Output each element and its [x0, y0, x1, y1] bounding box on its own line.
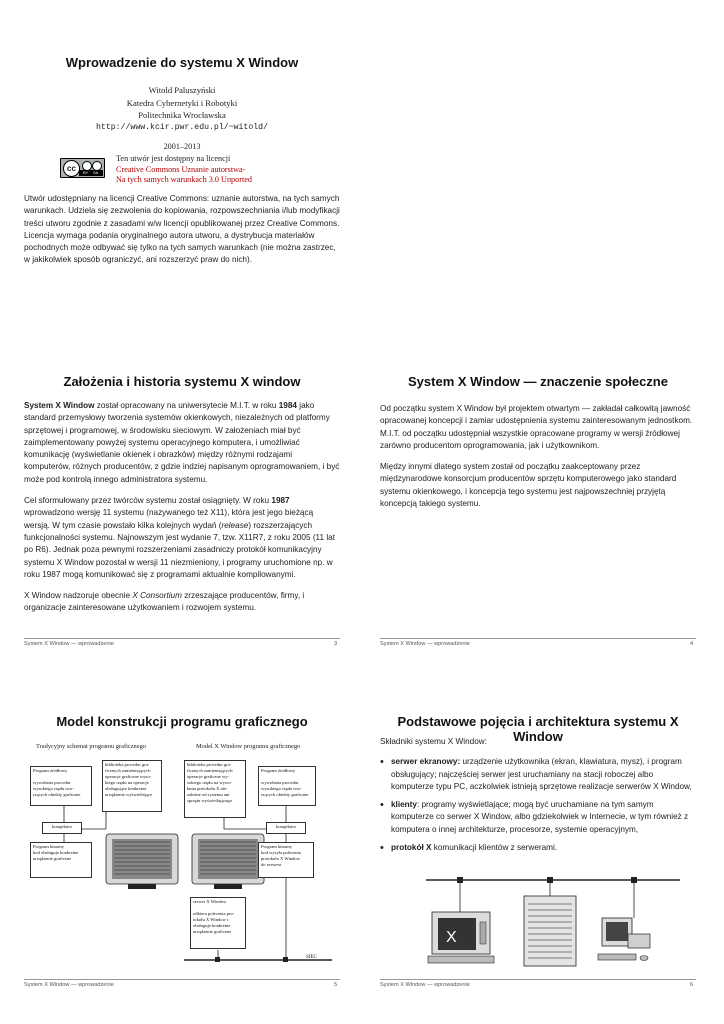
cc-logo-icon: cc: [63, 160, 80, 177]
list-item-server: [380, 756, 696, 793]
p3-text-a: X Window nadzoruje obecnie: [24, 591, 133, 601]
p1-text-a: został opracowany na uniwersytecie M.I.T. w roku: [94, 401, 279, 410]
list-item-clients: [380, 799, 696, 836]
year-1984: 1984: [278, 401, 297, 410]
clients-desc: : programy wyświetlające; mogą być uruchamiane na tym samym komputerze co serwer X Window, albo gdziekolwiek w Internecie, w tym również z komputera o innej architekturze, procesorze, systemie operacyjnym,: [391, 800, 689, 834]
slide6-page-number: 6: [690, 982, 694, 988]
crt-monitor-icon-left: [106, 834, 178, 889]
p2-text-a: Cel sformułowany przez twórców systemu został osiągnięty. W roku: [24, 496, 272, 506]
x-screen-glyph: X: [446, 929, 457, 946]
slide5-page-number: 5: [334, 982, 338, 988]
bus-node-3: [631, 877, 637, 883]
cc-sa-text: SA: [93, 170, 99, 175]
left-compiler-box: kompilator: [42, 822, 82, 834]
slide4-paragraph-2: Między innymi dlatego system został od początku zaakceptowany przez międzynarodowe konsorcjum producentów sprzętu komputerowego jako standard systemu okienkowego, i koncepcja tego systemu jest najpowszechniej przyjętą koncepcją takiego systemu.: [380, 462, 677, 509]
components-list: [380, 756, 696, 854]
server-desc: urządzenie użytkownika (ekran, klawiatura, mysz), i program obsługujący; najczęściej serwer jest uruchamiany na stacji roboczej albo komputerze typu PC, aczkolwiek istnieją sprzętowe realizacje serwerów X Window,: [391, 757, 692, 791]
license-link-2[interactable]: Na tych samych warunkach 3.0 Unported: [116, 175, 252, 184]
license-text: [116, 154, 252, 186]
release-italic: release: [221, 520, 249, 530]
p1-text-b: jako standard przemysłowy tworzenia systemów okienkowych, niezależnych od platformy sprzętowej i programowej, w środowisku sieciowym. W założeniach miał być zaimplementowany powyżej systemu operacyjnego komputera, i umożliwiać komunikację (wyświetlanie okienek i obrazków) między różnymi rodzajami komputerów, różnych producentów, z gdzie indziej napisanym oprogramowaniem, i być może pod kontrolą innego administratora systemu.: [24, 401, 340, 484]
slide3-body: [24, 400, 340, 624]
license-link-1[interactable]: Creative Commons Uznanie autorstwa-: [116, 164, 246, 174]
university: Politechnika Wrocławska: [138, 110, 226, 120]
right-library-box: biblioteka procedur gra- ficznych zamieniających operacje graficzne wy- sokiego rzędu na wywo- łania protokołu X nie- zależne od systemu ani sprzętu wyświetlającego: [184, 760, 246, 818]
slide5-title: Model konstrukcji programu graficznego: [56, 714, 308, 729]
slide3-page-number: 3: [334, 641, 338, 647]
slide3-paragraph-1: [24, 400, 340, 486]
xwindow-caption: Model X Window programu graficznego: [196, 743, 301, 750]
slide1-title: Wprowadzenie do systemu X Window: [65, 55, 299, 70]
x-terminal-icon: [428, 912, 494, 963]
right-binary-box: Program binarny kod wysyła polecenia protokołu X Window do serwera: [258, 842, 314, 878]
slide4-title: System X Window — znaczenie społeczne: [408, 374, 668, 389]
architecture-diagram: [380, 872, 696, 968]
bus-node-1: [457, 877, 463, 883]
year-1987: 1987: [271, 496, 290, 506]
slide5-footer-rule: [24, 979, 340, 980]
cc-by-text: BY: [83, 170, 89, 175]
left-library-box: biblioteka procedur gra- ficznych zamieniających operacje graficzne wyso- kiego rzędu na operacje obsługujące konkretne urządzenie wyświetlające: [102, 760, 162, 812]
right-source-box: Program źródłowy wywołania procedur wysokiego rzędu two- rzących obiekty graficzne: [258, 766, 316, 806]
slide6-body: [380, 736, 696, 860]
system-x-window-bold: System X Window: [24, 401, 95, 410]
right-compiler-box: kompilator: [266, 822, 306, 834]
slide3-footer-rule: [24, 638, 340, 639]
slide4-footer: System X Window — wprowadzenie: [380, 641, 470, 647]
slide6-title: Podstawowe pojęcia i architektura systemu X Window: [397, 714, 679, 744]
left-binary-box: Program binarny kod obsługuje konkretne urządzenie graficzne: [30, 842, 92, 878]
left-source-box: Program źródłowy wywołania procedur wysokiego rzędu two- rzących obiekty graficzne: [30, 766, 92, 806]
cc-badge-icon: [60, 158, 105, 178]
p2-text-c: ) rozszerzających funkcjonalności systemu. Najnowszym jest wydanie 7, tzw. X11R7, z roku 2005 (11 lat po R6). Jednak poza pewnymi rozszerzeniami zasadniczy protokół komunikacyjny systemu X Window pozostał w wersji 11 niezmieniony, i programy uruchomione np. w roku 1987 mogą komunikować się z programami aktualnie kompilowanymi.: [24, 520, 335, 579]
slide4-body: [380, 403, 696, 519]
slide5-footer: System X Window — wprowadzenie: [24, 982, 114, 988]
p2-text-b: wprowadzono wersję 11 systemu (nazywanego też X11), która jest jego bieżącą wersją. W tym czasie powstało kilka kolejnych wydań (: [24, 508, 314, 530]
years: 2001–2013: [163, 142, 201, 151]
server-term: serwer ekranowy:: [391, 757, 461, 767]
net-node-client: [283, 957, 288, 962]
author-name: Witold Paluszyński: [148, 85, 216, 95]
slide4-paragraph-1: Od początku system X Window był projektem otwartym — zakładał całkowitą jawność opracowanej koncepcji i zamiar udostępnienia systemu zainteresowanym jednostkom. M.I.T. od początku udostępniał wszystkie opracowane programy w wersji źródłowej zarówno producentom oprogramowania, jak i użytkownikom.: [380, 404, 693, 450]
license-body: Utwór udostępniany na licencji Creative Commons: uznanie autorstwa, na tych samych warunkach. Udziela się zezwolenia do kopiowania, rozpowszechniania i/lub modyfikacji treści utworu zgodnie z zasadami w/w licencji opublikowanej przez Creative Commons. Licencja wymaga podania oryginalnego autora utworu, a dystrybucja materiałów pochodnych może odbywać się tylko na tych samych warunkach (nie można zastrzec, w jakikolwiek sposób ograniczyć, ani rozszerzyć praw do nich).: [24, 194, 340, 265]
network-label: SIEC: [306, 955, 317, 960]
x-consortium-italic: X Consortium: [132, 591, 182, 601]
slide6-footer: System X Window — wprowadzenie: [380, 982, 470, 988]
slide4-footer-rule: [380, 638, 696, 639]
slide3-paragraph-2: [24, 495, 340, 581]
protocol-desc: komunikacji klientów z serwerami.: [431, 843, 558, 853]
department: Katedra Cybernetyki i Robotyki: [126, 97, 238, 108]
slide3-footer: System X Window — wprowadzenie: [24, 641, 114, 647]
protocol-term: protokół X: [391, 843, 432, 853]
server-tower-icon: [524, 896, 576, 966]
license-line-1: Ten utwór jest dostępny na licencji: [116, 154, 231, 163]
slide3-title: Założenia i historia systemu X window: [63, 374, 301, 389]
author-url[interactable]: http://www.kcir.pwr.edu.pl/~witold/: [96, 122, 268, 132]
list-item-protocol: [380, 842, 696, 854]
p3-text-b: zrzeszające producentów, firmy, i organizacje zainteresowane użytkowaniem i rozwojem systemu.: [24, 591, 305, 613]
crt-monitor-icon-right: [192, 834, 264, 889]
workstation-icon: [598, 918, 650, 961]
slide4-page-number: 4: [690, 641, 694, 647]
net-node-server: [215, 957, 220, 962]
slide3-paragraph-3: [24, 590, 340, 615]
author-block: [24, 84, 340, 134]
bus-node-2: [547, 877, 553, 883]
clients-term: klienty: [391, 800, 417, 810]
slide6-intro: Składniki systemu X Window:: [380, 737, 487, 746]
traditional-caption: Tradycyjny schemat programu graficznego: [36, 743, 146, 750]
xserver-box: serwer X Window odbiera polecenia pro- tokołu X Window i obsługuje konkretne urządzenie graficzne: [190, 897, 246, 949]
slide6-footer-rule: [380, 979, 696, 980]
